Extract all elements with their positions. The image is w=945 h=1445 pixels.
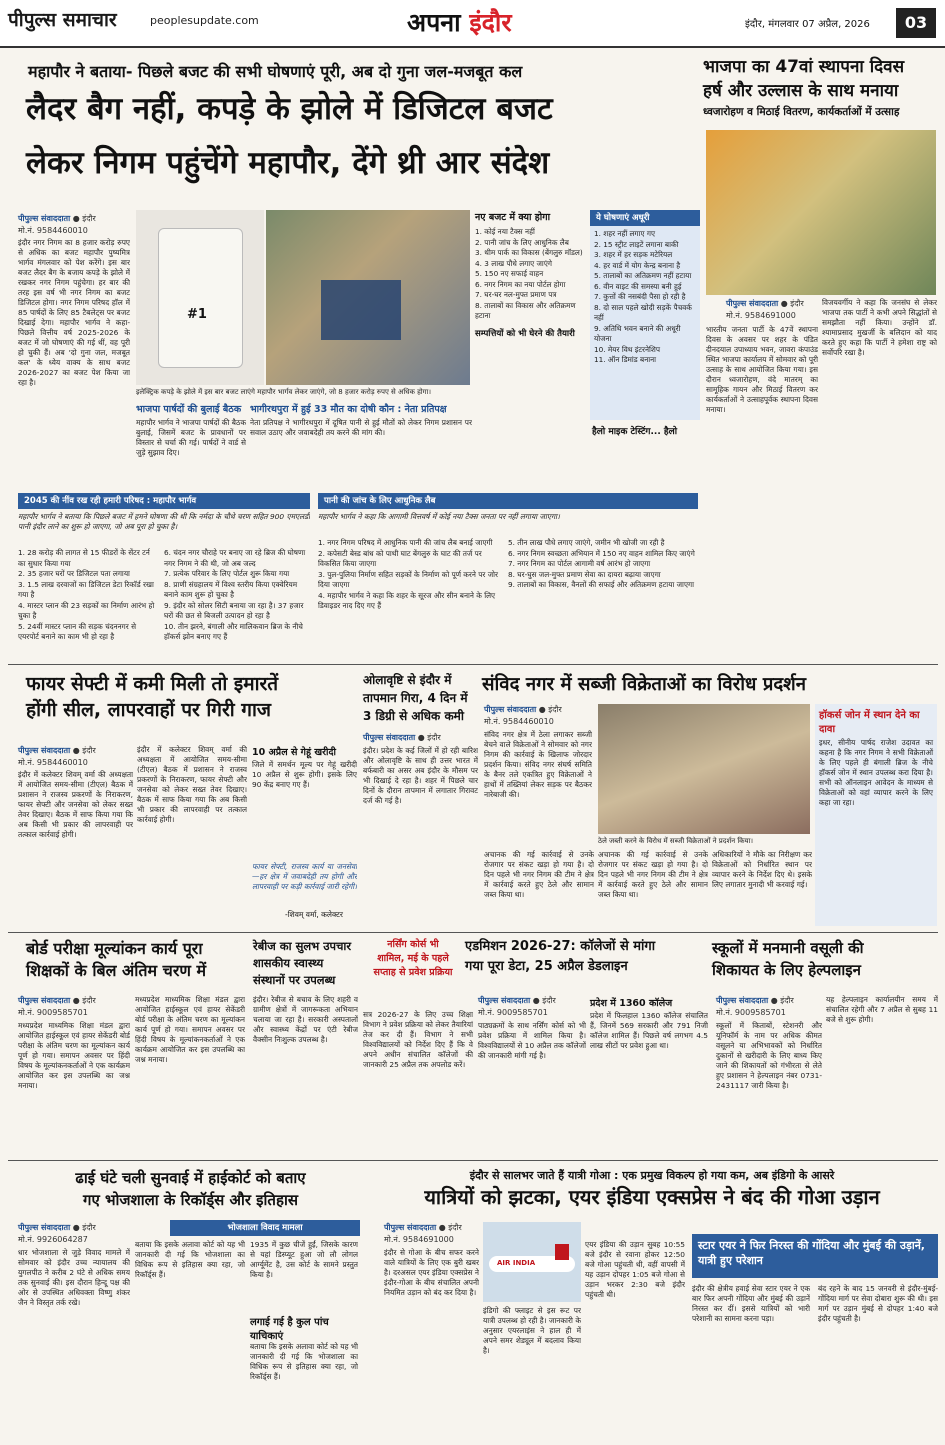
promise-box xyxy=(590,210,700,420)
budget-box xyxy=(475,210,587,485)
board-body-2: मध्यप्रदेश माध्यमिक शिक्षा मंडल द्वारा आयोजित हाईस्कूल एवं हायर सेकेंडरी बोर्ड परीक्षा के अंतिम चरण का मूल्यांकन कार्य पूर्ण हो गया। समापन अवसर पर हिंदी विषय के मूल्यांकनकर्ताओं ने एक कार्यक्रम आयोजित कर इस उपलब्धि का जश्न मनाया। xyxy=(135,995,245,1064)
goa-body-3: एयर इंडिया की उड़ान सुबह 10:55 बजे इंदौर से रवाना होकर 12:50 बजे गोआ पहुंचती थी, वहीं वापसी में यह उड़ान दोपहर 1:05 बजे गोआ से उड़ान भरकर 2:30 बजे इंदौर पहुंचती थी। xyxy=(585,1240,685,1299)
bar-2045-item: 7. प्रत्येक परिवार के लिए पोर्टल शुरू किया गया xyxy=(164,569,290,578)
mayor-meet-body: महापौर भार्गव ने भाजपा पार्षदों की बैठक बुलाई, जिसमें बजट के प्रावधानों पर विस्तार से चर्चा की गई। पार्षदों ने वार्ड से जुड़े सुझाव दिए। xyxy=(136,418,246,457)
bar-water-item: 7. नगर निगम का पोर्टल आगामी वर्ष आरंभ हो जाएगा xyxy=(508,559,651,568)
admission-headline-2: गया पूरा डेटा, 25 अप्रैल डेडलाइन xyxy=(465,959,628,974)
bar-2045-item: 6. चंदन नगर चौराहे पर बनाए जा रहे ब्रिज की घोषणा नगर निगम ने की थी, जो अब जल्द xyxy=(164,548,306,568)
promise-item: 6. वीन वाइट की समस्या बनी हुई xyxy=(594,281,682,291)
hawker-box-title: हॉकर्स जोन में स्थान देने का दावा xyxy=(819,710,920,735)
starair-body: इंदौर की क्षेत्रीय हवाई सेवा स्टार एयर ने एक बार फिर अपनी गोंदिया और मुंबई की उड़ानें निरस्त कर दीं। इससे यात्रियों को भारी परेशानी का सामना करना पड़ा। xyxy=(692,1284,810,1323)
promise-item: 5. तालाबों का अतिक्रमण नहीं हटाया xyxy=(594,271,692,280)
bar-2045-item: 4. मास्टर प्लान की 23 सड़कों का निर्माण आरंभ हो चुका है xyxy=(18,600,155,620)
weather-byline: पीपुल्स संवाददाता ● इंदौर xyxy=(363,733,441,742)
section-prefix: अपना xyxy=(407,8,470,37)
budget-board xyxy=(321,280,401,340)
budget-item: 1. कोई नया टैक्स नहीं xyxy=(475,227,535,236)
promise-item: 9. अतिथि भवन बनाने की अधूरी योजना xyxy=(594,323,681,343)
admission-body: पाठ्यक्रमों के साथ नर्सिंग कोर्स को भी प्रवेश प्रक्रिया में शामिल किया है। विश्वविद्यालयों से 10 अप्रैल तक कॉलेजों की जानकारी मांगी गई है। xyxy=(478,1021,586,1060)
bhojshala-body-3: बताया कि इसके अलावा कोर्ट को यह भी जानकारी दी गई कि भोजशाला का विधिक रूप से इतिहास क्या रहा, जो रिकॉर्ड्स हैं। xyxy=(250,1342,358,1381)
bjp-body-1: भारतीय जनता पार्टी के 47वें स्थापना दिवस के अवसर पर शहर के पंडित दीनदयाल उपाध्याय भवन, जावरा कंपाउंड स्थित भाजपा कार्यालय में सोमवार को पूरी उत्साह के साथ आयोजित किया गया। इस दौरान ध्वजारोहण, वंदे मातरम् का सामूहिक गायन और मिठाई वितरण कर कार्यकर्ताओं ने उत्साहपूर्वक स्थापना दिवस मनाया। xyxy=(706,325,818,414)
bjp-body-2: विजयवर्गीय ने कहा कि जनसंघ से लेकर भाजपा तक पार्टी ने कभी अपने सिद्धांतों से समझौता नहीं किया। उन्होंने डॉ. श्यामाप्रसाद मुखर्जी के बलिदान को याद करते हुए कहा कि पार्टी ने हमेशा राष्ट्र को सर्वोपरि रखा है। xyxy=(822,298,937,357)
fire-mobile: मो.नं. 9584460010 xyxy=(18,758,88,767)
rabies-headline-1: रेबीज का सुलभ उपचार xyxy=(253,939,352,953)
budget-item: 5. 150 नए सफाई वाहन xyxy=(475,269,544,278)
bar-2045-item: 5. 24वीं मास्टर प्लान की सड़क चंदननगर से एयरपोर्ट बनाने का काम भी हो रहा है xyxy=(18,621,137,641)
bar-water-item: 3. पुल-पुलिया निर्माण सहित सड़कों के निर्माण को पूर्ण करने पर जोर दिया जाएगा xyxy=(318,569,499,589)
bhojshala-byline: पीपुल्स संवाददाता ● इंदौर xyxy=(18,1223,96,1232)
lead-photo-caption: इलेक्ट्रिक कपड़े के झोले में इस बार बजट लाएंगे महापौर भार्गव लेकर जाएंगे, जो 8 हजार करोड़ रुपए से अधिक होगा। xyxy=(136,388,432,396)
hawker-box-body: इधर, सीनीय पार्षद राजेश उदावत का कहना है कि नगर निगम ने सभी विक्रेताओं के लिए पहले ही बंगाली ब्रिज के नीचे हॉकर्स जोन में स्थान उपलब्ध करा दिया है। सभी को ऑनलाइन आवेदन के माध्यम से विक्रेताओं को वहां व्यापार करने के लिए कहा जा रहा। xyxy=(819,738,933,807)
bar-water-item: 1. नगर निगम परिषद में आधुनिक पानी की जांच लैब बनाई जाएगी xyxy=(318,538,493,547)
bhojshala-byline-name: पीपुल्स संवाददाता xyxy=(18,1223,71,1232)
rabies-body: इंदौर। रेबीज से बचाव के लिए शहरी व ग्रामीण क्षेत्रों में जागरूकता अभियान चलाया जा रहा है। सरकारी अस्पतालों और स्वास्थ्य केंद्रों पर एंटी रेबीज वैक्सीन निःशुल्क उपलब्ध है। xyxy=(253,995,358,1044)
weather-headline-1: ओलावृष्टि से इंदौर में xyxy=(363,673,452,687)
newspaper-logo: पीपुल्स समाचार xyxy=(8,9,117,31)
bhojshala-sub-head: लगाई गई है कुल पांच याचिकाएं xyxy=(250,1317,329,1342)
aircraft-label: AIR INDIA xyxy=(497,1259,536,1267)
sanvid-body: संविद नगर क्षेत्र में ठेला लगाकर सब्जी बेचने वाले विक्रेताओं ने सोमवार को नगर निगम की कार्रवाई के खिलाफ जोरदार प्रदर्शन किया। संविद नगर संघर्ष समिति के बैनर तले एकत्रित हुए विक्रेताओं ने हाथों में तख्तियां लेकर सड़क पर बैठकर नारेबाजी की। xyxy=(484,730,592,799)
admission-byline-city: इंदौर xyxy=(542,996,556,1005)
budget-sub-title: सम्पत्तियों को भी घेरने की तैयारी xyxy=(475,328,575,339)
bhojshala-byline-city: इंदौर xyxy=(82,1223,96,1232)
fire-byline-name: पीपुल्स संवाददाता xyxy=(18,746,71,755)
bhojshala-mobile: मो.नं. 9926064287 xyxy=(18,1235,88,1244)
lead-headline-2: लेकर निगम पहुंचेंगे महापौर, देंगे थ्री आर संदेश xyxy=(26,145,550,181)
bag-shape xyxy=(158,228,243,368)
schools-headline-2: शिकायत के लिए हेल्पलाइन xyxy=(712,961,861,979)
bar-water-intro: महापौर भार्गव ने कहा कि आगामी वित्तवर्ष में कोई नया टैक्स जनता पर नहीं लगाया जाएगा। xyxy=(318,512,560,521)
nursing-headline-2: शामिल, मई के पहले xyxy=(377,953,449,964)
promise-item: 2. 15 स्ट्रीट लाइटें लगाना बाकी xyxy=(594,239,679,249)
bhagirathpura-body: नेता प्रतिपक्ष ने भागीरथपुरा में दूषित पानी से हुई मौतों को लेकर निगम प्रशासन पर सवाल उठाए और जवाबदेही तय करने की मांग की। xyxy=(250,418,472,437)
bar-2045-title: 2045 की नींव रख रही हमारी परिषद : महापौर भार्गव xyxy=(18,493,310,509)
goa-byline-name: पीपुल्स संवाददाता xyxy=(384,1223,437,1232)
wheat-body: जिले में समर्थन मूल्य पर गेहूं खरीदी 10 अप्रैल से शुरू होगी। इसके लिए 90 केंद्र बनाए गए हैं। xyxy=(252,760,357,789)
fire-quote-by: -शिवम् वर्मा, कलेक्टर xyxy=(285,910,343,919)
section-title xyxy=(407,5,512,39)
lead-mobile: मो.नं. 9584460010 xyxy=(18,226,88,235)
bhojshala-body: धार भोजशाला से जुड़े विवाद मामले में सोमवार को इंदौर उच्च न्यायालय की युगलपीठ ने करीब 2 घंटे से अधिक समय तक सुनवाई की। इस दौरान हिन्दू पक्ष की ओर से उपस्थित अधिवक्ता विष्णु शंकर जैन ने विस्तृत तर्क रखे। xyxy=(18,1248,130,1307)
bar-water-item: 5. तीन लाख पौधे लगाए जाएंगे, जमीन भी खोजी जा रही है xyxy=(508,538,665,547)
cloth-bag-photo xyxy=(136,210,264,385)
promise-item: 11. ऑन डिमांड बनाना xyxy=(594,355,657,364)
rabies-headline-2: शासकीय स्वास्थ्य xyxy=(253,956,324,970)
mayor-meet-head: भाजपा पार्षदों की बुलाई बैठक xyxy=(136,404,242,415)
budget-list xyxy=(475,227,587,322)
board-byline-name: पीपुल्स संवाददाता xyxy=(18,996,71,1005)
budget-item: 6. नगर निगम का नया पोर्टल होगा xyxy=(475,279,566,289)
board-headline-2: शिक्षकों के बिल अंतिम चरण में xyxy=(26,961,207,980)
sanvid-mobile: मो.नं. 9584460010 xyxy=(484,717,554,726)
bjp-kicker: भाजपा का 47वां स्थापना दिवस xyxy=(703,57,905,77)
bjp-byline-name: पीपुल्स संवाददाता xyxy=(726,299,779,308)
starair-headline: स्टार एयर ने फिर निरस्त की गोंदिया और मुंबई की उड़ानें, यात्री हुए परेशान xyxy=(692,1234,938,1278)
bjp-headline: हर्ष और उल्लास के साथ मनाया xyxy=(703,80,899,101)
bjp-sub: ध्वजारोहण व मिठाई वितरण, कार्यकर्ताओं में उत्साह xyxy=(703,106,900,119)
divider xyxy=(8,932,938,933)
nursing-headline-3: सप्ताह से प्रवेश प्रक्रिया xyxy=(373,967,453,978)
budget-item: 7. घर-घर नल-मुफ्त प्रमाण पत्र xyxy=(475,290,557,299)
divider xyxy=(8,1160,938,1161)
bar-water-item: 4. महापौर भार्गव ने कहा कि शहर के सूरज और सीन बनाने के लिए डिवाइडर नाद दिए गए हैं xyxy=(318,590,496,610)
sanvid-byline-city: इंदौर xyxy=(548,705,562,714)
mic-title: हैलो माइक टेस्टिंग... हैलो xyxy=(592,427,678,437)
schools-headline-1: स्कूलों में मनमानी वसूली की xyxy=(712,939,864,957)
fire-body-2: इंदौर में कलेक्टर शिवम् वर्मा की अध्यक्षता में आयोजित समय-सीमा (टीएल) बैठक में प्रशासन ने राजस्व प्रकरणों के निराकरण, फायर सेफ्टी और जनसेवा को लेकर सख्त तेवर दिखाए। बैठक में साफ किया गया कि अब किसी भी प्रकार की लापरवाही पर तत्काल कार्रवाई होगी। xyxy=(137,745,247,824)
bar-2045-item: 3. 1.5 लाख दरवाजों का डिजिटल डेटा रिकॉर्ड रखा गया है xyxy=(18,579,154,599)
bjp-mobile: मो.नं. 9584691000 xyxy=(726,311,796,320)
page-number: 03 xyxy=(896,8,936,38)
lead-headline-1: लैदर बैग नहीं, कपड़े के झोले में डिजिटल बजट xyxy=(26,91,553,127)
promise-item: 3. शहर में हर सड़क मटेरियल xyxy=(594,250,673,259)
schools-body: स्कूलों में किताबों, स्टेशनरी और यूनिफॉर्म के नाम पर अधिक कीमत वसूलने या अभिभावकों को निर्धारित दुकानों से खरीदारी के लिए बाध्य किए जाने की शिकायतों को गंभीरता से लेते हुए प्रशासन ने हेल्पलाइन नंबर 0731-2431117 जारी किया है। xyxy=(716,1021,822,1090)
bhojshala-body-2: बताया कि इसके अलावा कोर्ट को यह भी जानकारी दी गई कि भोजशाला का विधिक रूप से इतिहास क्या रहा, जो रिकॉर्ड्स हैं। xyxy=(135,1240,245,1279)
fire-quote: फायर सेफ्टी, राजस्व कार्य या जनसेवा—हर क्षेत्र में जवाबदेही तय होगी और लापरवाही पर कड़ी कार्रवाई जारी रहेगी। xyxy=(252,862,357,891)
promise-box-title: ये घोषणाएं अधूरी xyxy=(590,210,700,226)
promise-item: 7. कुत्तों की नसबंदी पैसा हो रही है xyxy=(594,292,686,301)
starair-body-2: बंद रहने के बाद 15 जनवरी से इंदौर-मुंबई-गोंदिया मार्ग पर सेवा दोबारा शुरू की थी। इस मार्ग पर उड़ान मुंबई से दोपहर 1:40 बजे इंदौर पहुंचती है। xyxy=(818,1284,938,1323)
schools-mobile: मो.नं. 9009585701 xyxy=(716,1008,786,1017)
masthead xyxy=(0,0,945,48)
bhagirathpura-head: भागीरथपुरा में हुई 33 मौत का दोषी कौन : नेता प्रतिपक्ष xyxy=(250,404,447,415)
promise-item: 8. दो साल पहले खोदी सड़कें पैचवर्क नहीं xyxy=(594,302,692,322)
goa-body: इंदौर से गोआ के बीच सफर करने वाले यात्रियों के लिए एक बुरी खबर है। दरअसल एयर इंडिया एक्सप्रेस ने इंदौर-गोआ के बीच संचालित अपनी नियमित उड़ान को बंद कर दिया है। xyxy=(384,1248,479,1297)
schools-byline: पीपुल्स संवाददाता ● इंदौर xyxy=(716,996,794,1005)
bjp-photo xyxy=(706,130,936,295)
bjp-byline-city: इंदौर xyxy=(790,299,804,308)
protest-photo xyxy=(598,704,810,834)
fire-byline-city: इंदौर xyxy=(82,746,96,755)
rabies-headline-3: संस्थानों पर उपलब्ध xyxy=(253,973,336,987)
aircraft-photo xyxy=(483,1222,581,1302)
bar-water-right xyxy=(508,538,698,591)
sanvid-byline: पीपुल्स संवाददाता ● इंदौर xyxy=(484,705,562,714)
bar-water-item: 9. तालाबों का विकास, वैनलों की सफाई और अतिक्रमण हटाया जाएगा xyxy=(508,580,694,589)
board-byline: पीपुल्स संवाददाता ● इंदौर xyxy=(18,996,96,1005)
weather-headline-3: 3 डिग्री से अधिक कमी xyxy=(363,709,464,723)
board-headline-1: बोर्ड परीक्षा मूल्यांकन कार्य पूरा xyxy=(26,939,203,958)
bar-2045-item: 9. इंदौर को सोलर सिटी बनाया जा रहा है। 37 हजार घरों की छत से बिजली उत्पादन हो रहा है xyxy=(164,600,304,620)
goa-kicker: इंदौर से सालभर जाते हैं यात्री गोआ : एक प्रमुख विकल्प हो गया कम, अब इंडिगो के आसरे xyxy=(469,1169,835,1182)
sanvid-body-2b: अचानक की गई कार्रवाई से उनके रोजगार पर संकट खड़ा हो गया है। दो दिन पहले भी नगर निगम की टीम ने क्षेत्र में कार्रवाई करते हुए ठेले और सामान जब्त किया था। xyxy=(598,850,708,899)
mayor-photo xyxy=(266,210,470,385)
budget-item: 3. थीम पार्क का विकास (बेंगलुरु मॉडल) xyxy=(475,248,583,257)
bar-2045-item: 10. तीन झरने, बंगाली और मालिकवान ब्रिज के नीचे हॉकर्स झोन बनाए गए हैं xyxy=(164,621,303,641)
budget-item: 2. पानी जांच के लिए आधुनिक लैब xyxy=(475,237,569,247)
bar-2045-item: 8. प्राणी संग्रहालय में विश्व स्तरीय किया एक्वेरियम बनाने काम शुरू हो चुका है xyxy=(164,579,298,599)
goa-headline: यात्रियों को झटका, एयर इंडिया एक्सप्रेस ने बंद की गोआ उड़ान xyxy=(424,1185,880,1209)
schools-byline-city: इंदौर xyxy=(780,996,794,1005)
byline-city: इंदौर xyxy=(82,214,96,223)
admission-sub-body: प्रदेश में फिलहाल 1360 कॉलेज संचालित हैं, जिनमें 569 सरकारी और 791 निजी कॉलेज शामिल हैं। पिछले वर्ष लगभग 4.5 लाख सीटों पर प्रवेश हुआ था। xyxy=(590,1011,708,1050)
bhojshala-headline-2: गए भोजशाला के रिकॉर्ड्स और इतिहास xyxy=(83,1191,298,1209)
weather-body: इंदौर। प्रदेश के कई जिलों में हो रही बारिश और ओलावृष्टि के साथ ही उत्तर भारत में बर्फबारी का असर अब इंदौर के मौसम पर भी दिखाई दे रहा है। शहर में पिछले चार दिनों के दौरान तापमान में लगातार गिरावट दर्ज की गई है। xyxy=(363,746,478,805)
lead-body: इंदौर नगर निगम का 8 हजार करोड़ रुपए से अधिक का बजट महापौर पुष्यमित्र भार्गव मंगलवार को पेश करेंगे। इस बार बजट लैदर बैग के बजाय कपड़े के झोले में रखकर नगर निगम पहुंचेगा। हर बार की तरह इस वर्ष भी नगर निगम का बजट डिजिटल होगा। नगर निगम परिषद हॉल में 85 पार्षदों के लिए 85 टैबलेट्स पर बजट दिखाई देगा। महापौर भार्गव ने कहा- पिछले वित्तीय वर्ष 2025-2026 के बजट में जो घोषणाएं की गई थीं, वह पूरी हो चुकी हैं। अब 'दो गुना जल, मजबूत कल' के ध्येय वाक्य के साथ बजट 2026-2027 का बजट पेश किया जा रहा है। xyxy=(18,238,130,387)
bar-water-title: पानी की जांच के लिए आधुनिक लैब xyxy=(318,493,698,509)
admission-byline-name: पीपुल्स संवाददाता xyxy=(478,996,531,1005)
promise-item: 4. हर वार्ड में योग केन्द्र बनाना है xyxy=(594,260,681,270)
tail xyxy=(555,1244,569,1260)
bar-2045-left xyxy=(18,548,158,643)
section-accent: इंदौर xyxy=(469,8,512,37)
weather-byline-city: इंदौर xyxy=(427,733,441,742)
fire-body: इंदौर में कलेक्टर शिवम् वर्मा की अध्यक्षता में आयोजित समय-सीमा (टीएल) बैठक में प्रशासन ने राजस्व प्रकरणों के निराकरण, फायर सेफ्टी और जनसेवा को लेकर सख्त तेवर दिखाए। बैठक में साफ किया गया कि अब किसी भी प्रकार की लापरवाही पर तत्काल कार्रवाई होगी। xyxy=(18,770,133,839)
bar-2045-intro: महापौर भार्गव ने बताया कि पिछले बजट में हमने घोषणा की थी कि नर्मदा के चौथे चरण सहित 900 एमएलडी पानी इंदौर लाने का शुरू हो जाएगा, जो अब पूरा हो चुका है। xyxy=(18,512,310,531)
weather-byline-name: पीपुल्स संवाददाता xyxy=(363,733,416,742)
weather-headline-2: तापमान गिरा, 4 दिन में xyxy=(363,691,468,705)
promise-list xyxy=(590,226,700,369)
bar-2045-right xyxy=(164,548,310,643)
goa-byline: पीपुल्स संवाददाता ● इंदौर xyxy=(384,1223,462,1232)
sanvid-body-2: अचानक की गई कार्रवाई से उनके रोजगार पर संकट खड़ा हो गया है। दो दिन पहले भी नगर निगम की टीम ने क्षेत्र में कार्रवाई करते हुए ठेले और सामान जब्त किया था। xyxy=(484,850,594,899)
bar-2045-item: 2. 35 हजार घरों पर डिजिटल पता लगाया xyxy=(18,569,130,578)
sanvid-byline-name: पीपुल्स संवाददाता xyxy=(484,705,537,714)
sanvid-photo-caption: ठेले जब्ती करने के विरोध में सब्जी विक्रेताओं ने प्रदर्शन किया। xyxy=(598,837,754,845)
bag-label: #1 xyxy=(187,307,207,322)
board-mobile: मो.नं. 9009585701 xyxy=(18,1008,88,1017)
board-body: मध्यप्रदेश माध्यमिक शिक्षा मंडल द्वारा आयोजित हाईस्कूल एवं हायर सेकेंडरी बोर्ड परीक्षा के अंतिम चरण का मूल्यांकन कार्य पूर्ण हो गया। समापन अवसर पर हिंदी विषय के मूल्यांकनकर्ताओं ने एक कार्यक्रम आयोजित कर इस उपलब्धि का जश्न मनाया। xyxy=(18,1021,130,1090)
bhojshala-tag: भोजशाला विवाद मामला xyxy=(170,1220,360,1236)
board-byline-city: इंदौर xyxy=(82,996,96,1005)
wheat-head: 10 अप्रैल से गेहूं खरीदी xyxy=(252,747,336,758)
bar-water-item: 6. नगर निगम स्वच्छता अभियान में 150 नए वाहन शामिल किए जाएंगे xyxy=(508,548,695,558)
promise-item: 1. शहर नहीं लगाए गए xyxy=(594,229,655,238)
admission-byline: पीपुल्स संवाददाता ● इंदौर xyxy=(478,996,556,1005)
website-url[interactable]: peoplesupdate.com xyxy=(150,14,259,27)
bar-water-item: 2. कपेसटी बेस्ड बांध को पाथी घाट बेंगलुरु के घाट की तर्ज पर विकसित किया जाएगा xyxy=(318,548,482,568)
bhojshala-headline-1: ढाई घंटे चली सुनवाई में हाईकोर्ट को बताए xyxy=(75,1169,306,1187)
admission-mobile: मो.नं. 9009585701 xyxy=(478,1008,548,1017)
bar-water-item: 8. घर-घुस जल-मुफ्त प्रमाण सेवा का दायरा बढ़ाया जाएगा xyxy=(508,569,661,579)
byline-name: पीपुल्स संवाददाता xyxy=(18,214,71,223)
sanvid-body-3: अधिकारियों ने मौके का निरीक्षण कर विक्रेताओं को निर्धारित स्थान पर व्यापार करने के निर्देश दिए थे। इसके लिए लगातार मुनादी भी करवाई गई। xyxy=(712,850,812,889)
divider xyxy=(8,664,938,665)
budget-item: 8. तालाबों का विकास और अतिक्रमण हटाना xyxy=(475,300,576,320)
goa-mobile: मो.नं. 9584691000 xyxy=(384,1235,454,1244)
goa-body-2: इंडिगो की फ्लाइट से इस रूट पर यात्री उपलब्ध हो रही है। जानकारी के अनुसार एयरलाइंस ने हाल ही में अपने समर शेड्यूल में बदलाव किया है। xyxy=(483,1306,581,1355)
goa-byline-city: इंदौर xyxy=(448,1223,462,1232)
schools-body-2: यह हेल्पलाइन कार्यालयीन समय में संचालित रहेगी और 7 अप्रैल से सुबह 11 बजे से शुरू होगी। xyxy=(826,995,938,1024)
promise-item: 10. मेयर विथ इंटरनेशिप xyxy=(594,344,661,354)
dateline: इंदौर, मंगलवार 07 अप्रैल, 2026 xyxy=(745,19,870,30)
nursing-body: सत्र 2026-27 के लिए उच्च शिक्षा विभाग ने प्रवेश प्रक्रिया को लेकर तैयारियां तेज कर दी हैं। विभाग ने सभी विश्वविद्यालयों को निर्देश दिए हैं कि वे अपने अधीन संचालित कॉलेजों की जानकारी 25 अप्रैल तक अपलोड करें। xyxy=(363,1010,473,1069)
lead-kicker: महापौर ने बताया- पिछले बजट की सभी घोषणाएं पूरी, अब दो गुना जल-मजबूत कल xyxy=(28,62,523,81)
hawker-box xyxy=(815,704,937,926)
schools-byline-name: पीपुल्स संवाददाता xyxy=(716,996,769,1005)
budget-box-title: नए बजट में क्या होगा xyxy=(475,212,551,223)
fire-headline-1: फायर सेफ्टी में कमी मिली तो इमारतें xyxy=(26,673,279,695)
bar-2045-item: 1. 28 करोड़ की लागत से 15 फीडरों के सेंटर टर्न का सुधार किया गया xyxy=(18,548,150,568)
budget-item: 4. 3 लाख पौधे लगाए जाएंगे xyxy=(475,258,552,268)
sanvid-headline: संविद नगर में सब्जी विक्रेताओं का विरोध प्रदर्शन xyxy=(482,674,807,695)
bjp-byline: पीपुल्स संवाददाता ● इंदौर xyxy=(726,299,804,308)
admission-sub-head: प्रदेश में 1360 कॉलेज xyxy=(590,998,673,1009)
lead-byline: पीपुल्स संवाददाता ● इंदौर xyxy=(18,214,96,223)
fire-byline: पीपुल्स संवाददाता ● इंदौर xyxy=(18,746,96,755)
bar-water-left xyxy=(318,538,498,612)
bhojshala-sub-body: 1935 में कुछ चीजें हुईं, जिसके कारण से यहां डिस्प्यूट हुआ जो लौ लोगल आर्ग्यूमेंट है, उस कोर्ट के सामने प्रस्तुत किया है। xyxy=(250,1240,358,1279)
nursing-headline-1: नर्सिंग कोर्स भी xyxy=(387,939,439,950)
fire-headline-2: होंगी सील, लापरवाहों पर गिरी गाज xyxy=(26,699,272,721)
admission-headline-1: एडमिशन 2026-27: कॉलेजों से मांगा xyxy=(465,939,656,954)
